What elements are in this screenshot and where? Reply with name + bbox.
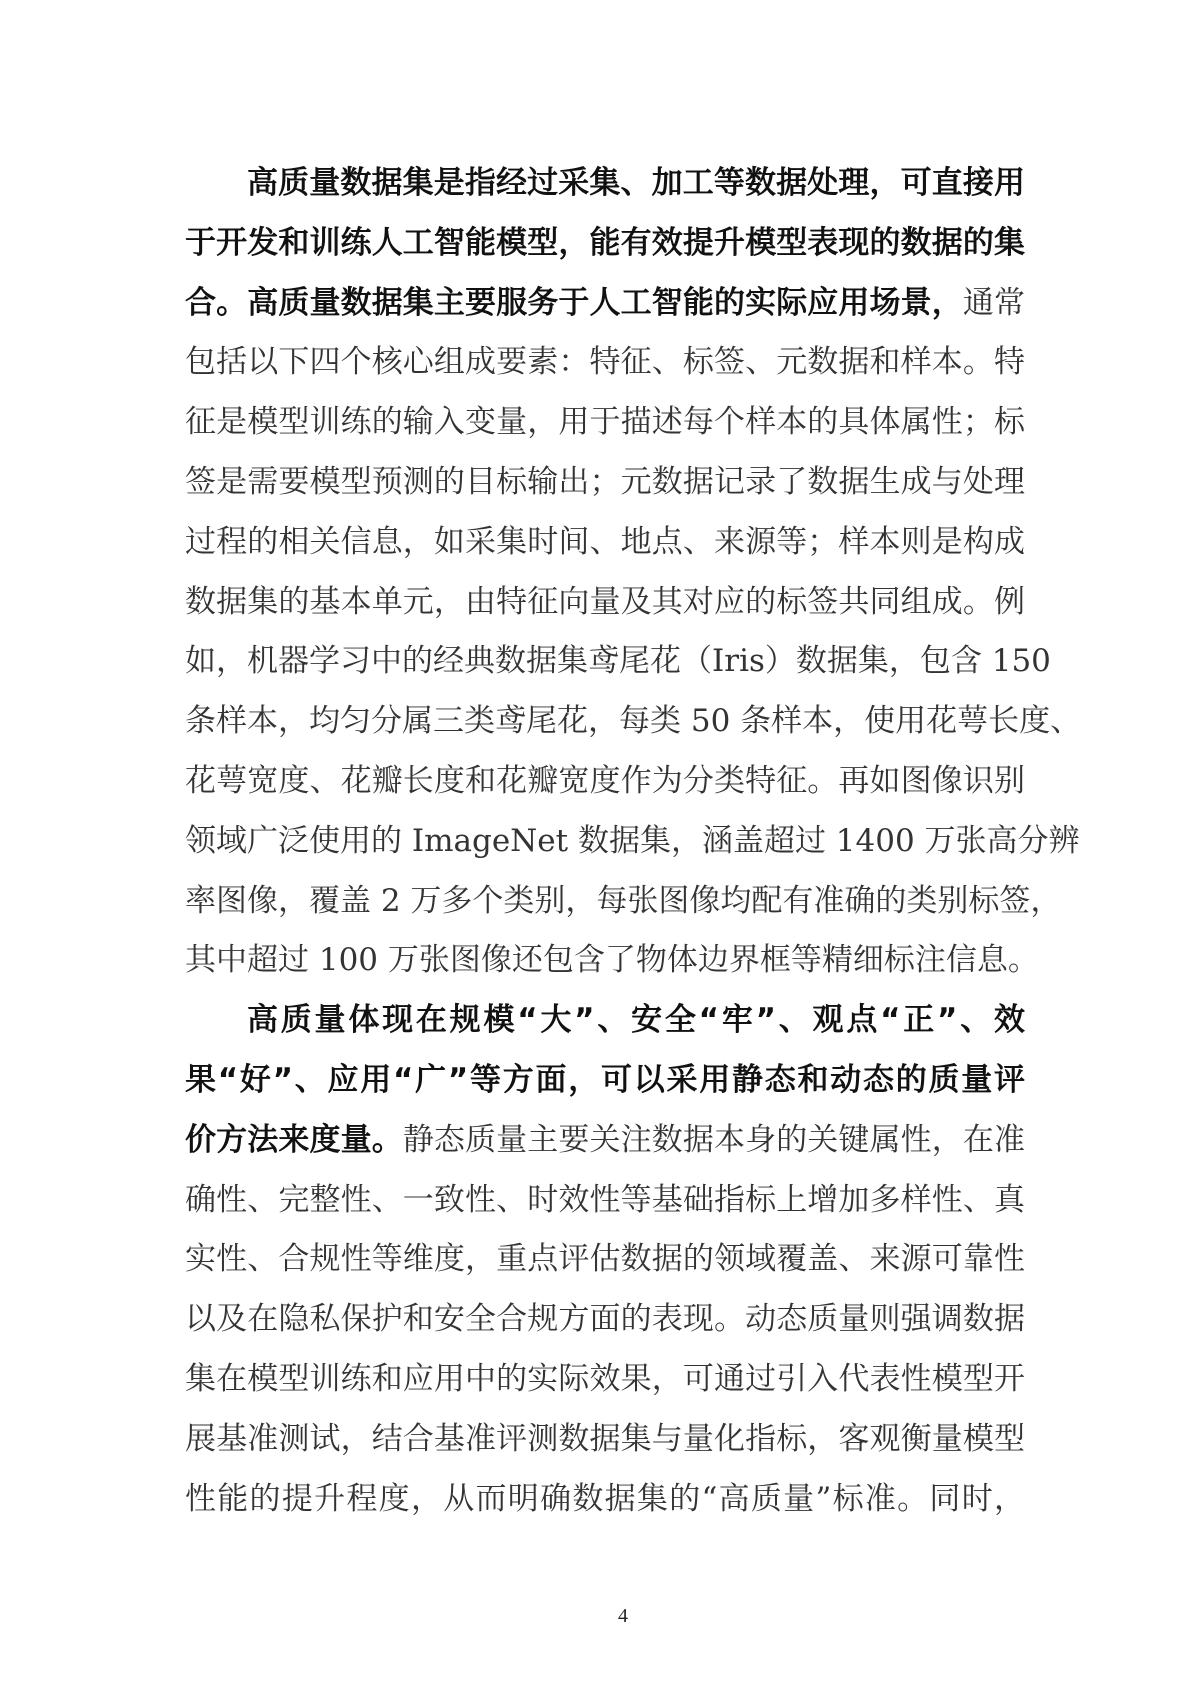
- bold-text: 价方法来度量。: [185, 1121, 403, 1158]
- body-text-segment: 实性、合规性等维度，重点评估数据的领域覆盖、来源可靠性: [185, 1241, 1025, 1278]
- text-line: [185, 1416, 1025, 1476]
- paragraph: [185, 160, 1082, 997]
- body-text-segment: 集在模型训练和应用中的实际效果，可通过引入代表性模型开: [185, 1360, 1025, 1397]
- body-text-segment: 条样本，均匀分属三类鸢尾花，每类 50 条样本，使用花萼长度、: [185, 703, 1082, 740]
- body-text-segment: 领域广泛使用的 ImageNet 数据集，涵盖超过 1400 万张高分辨: [185, 822, 1080, 859]
- body-text-segment: 如，机器学习中的经典数据集鸢尾花（Iris）数据集，包含 150: [185, 643, 1051, 680]
- text-line: [185, 339, 1025, 399]
- bold-text: 于开发和训练人工智能模型，能有效提升模型表现的数据的集: [185, 224, 1025, 261]
- body-text-segment: 以及在隐私保护和安全合规方面的表现。动态质量则强调数据: [185, 1301, 1025, 1338]
- body-text-segment: 性能的提升程度，从而明确数据集的“高质量”标准。同时，: [185, 1480, 1025, 1517]
- body-text-segment: 静态质量主要关注数据本身的关键属性，在准: [402, 1121, 1026, 1158]
- text-line: [185, 459, 1025, 519]
- text-line: [185, 160, 1025, 220]
- body-text-segment: 数据集的基本单元，由特征向量及其对应的标签共同组成。例: [185, 583, 1025, 620]
- text-line: [185, 997, 1025, 1057]
- body-text: [185, 160, 1082, 1535]
- text-line: [185, 638, 1051, 698]
- bold-text: 高质量数据集是指经过采集、加工等数据处理，可直接用: [247, 165, 1025, 201]
- text-line: [185, 698, 1082, 758]
- text-line: [185, 937, 1039, 997]
- body-text-segment: 包括以下四个核心组成要素：特征、标签、元数据和样本。特: [185, 344, 1025, 381]
- text-line: [185, 519, 1025, 579]
- text-line: [185, 1177, 1025, 1237]
- body-text-segment: 率图像，覆盖 2 万多个类别，每张图像均配有准确的类别标签，: [185, 882, 1062, 919]
- text-line: [185, 1236, 1025, 1296]
- text-line: [185, 758, 1025, 818]
- text-line: [185, 220, 1025, 280]
- text-line: [185, 878, 1062, 938]
- body-text-segment: 通常: [962, 284, 1026, 321]
- bold-text: 高质量体现在规模“大”、安全“牢”、观点“正”、效: [247, 1002, 1025, 1039]
- body-text-segment: 展基准测试，结合基准评测数据集与量化指标，客观衡量模型: [185, 1420, 1025, 1457]
- body-text-segment: 签是需要模型预测的目标输出；元数据记录了数据生成与处理: [185, 463, 1025, 500]
- body-text-segment: 征是模型训练的输入变量，用于描述每个样本的具体属性；标: [185, 404, 1025, 441]
- text-line: [185, 280, 1025, 340]
- body-text-segment: 确性、完整性、一致性、时效性等基础指标上增加多样性、真: [185, 1181, 1025, 1218]
- body-text-segment: 其中超过 100 万张图像还包含了物体边界框等精细标注信息。: [185, 942, 1039, 979]
- text-line: [185, 399, 1025, 459]
- text-line: [185, 1356, 1025, 1416]
- page-number: 4: [618, 1605, 628, 1627]
- bold-text: 果“好”、应用“广”等方面，可以采用静态和动态的质量评: [185, 1061, 1025, 1098]
- text-line: [185, 1117, 1025, 1177]
- text-line: [185, 1296, 1025, 1356]
- body-text-segment: 过程的相关信息，如采集时间、地点、来源等；样本则是构成: [185, 523, 1025, 560]
- body-text-segment: 花萼宽度、花瓣长度和花瓣宽度作为分类特征。再如图像识别: [185, 762, 1025, 799]
- paragraph: [185, 997, 1025, 1535]
- text-line: [185, 1476, 1025, 1536]
- text-line: [185, 1057, 1025, 1117]
- text-line: [185, 579, 1025, 639]
- bold-text: 合。高质量数据集主要服务于人工智能的实际应用场景，: [185, 284, 963, 321]
- text-line: [185, 818, 1080, 878]
